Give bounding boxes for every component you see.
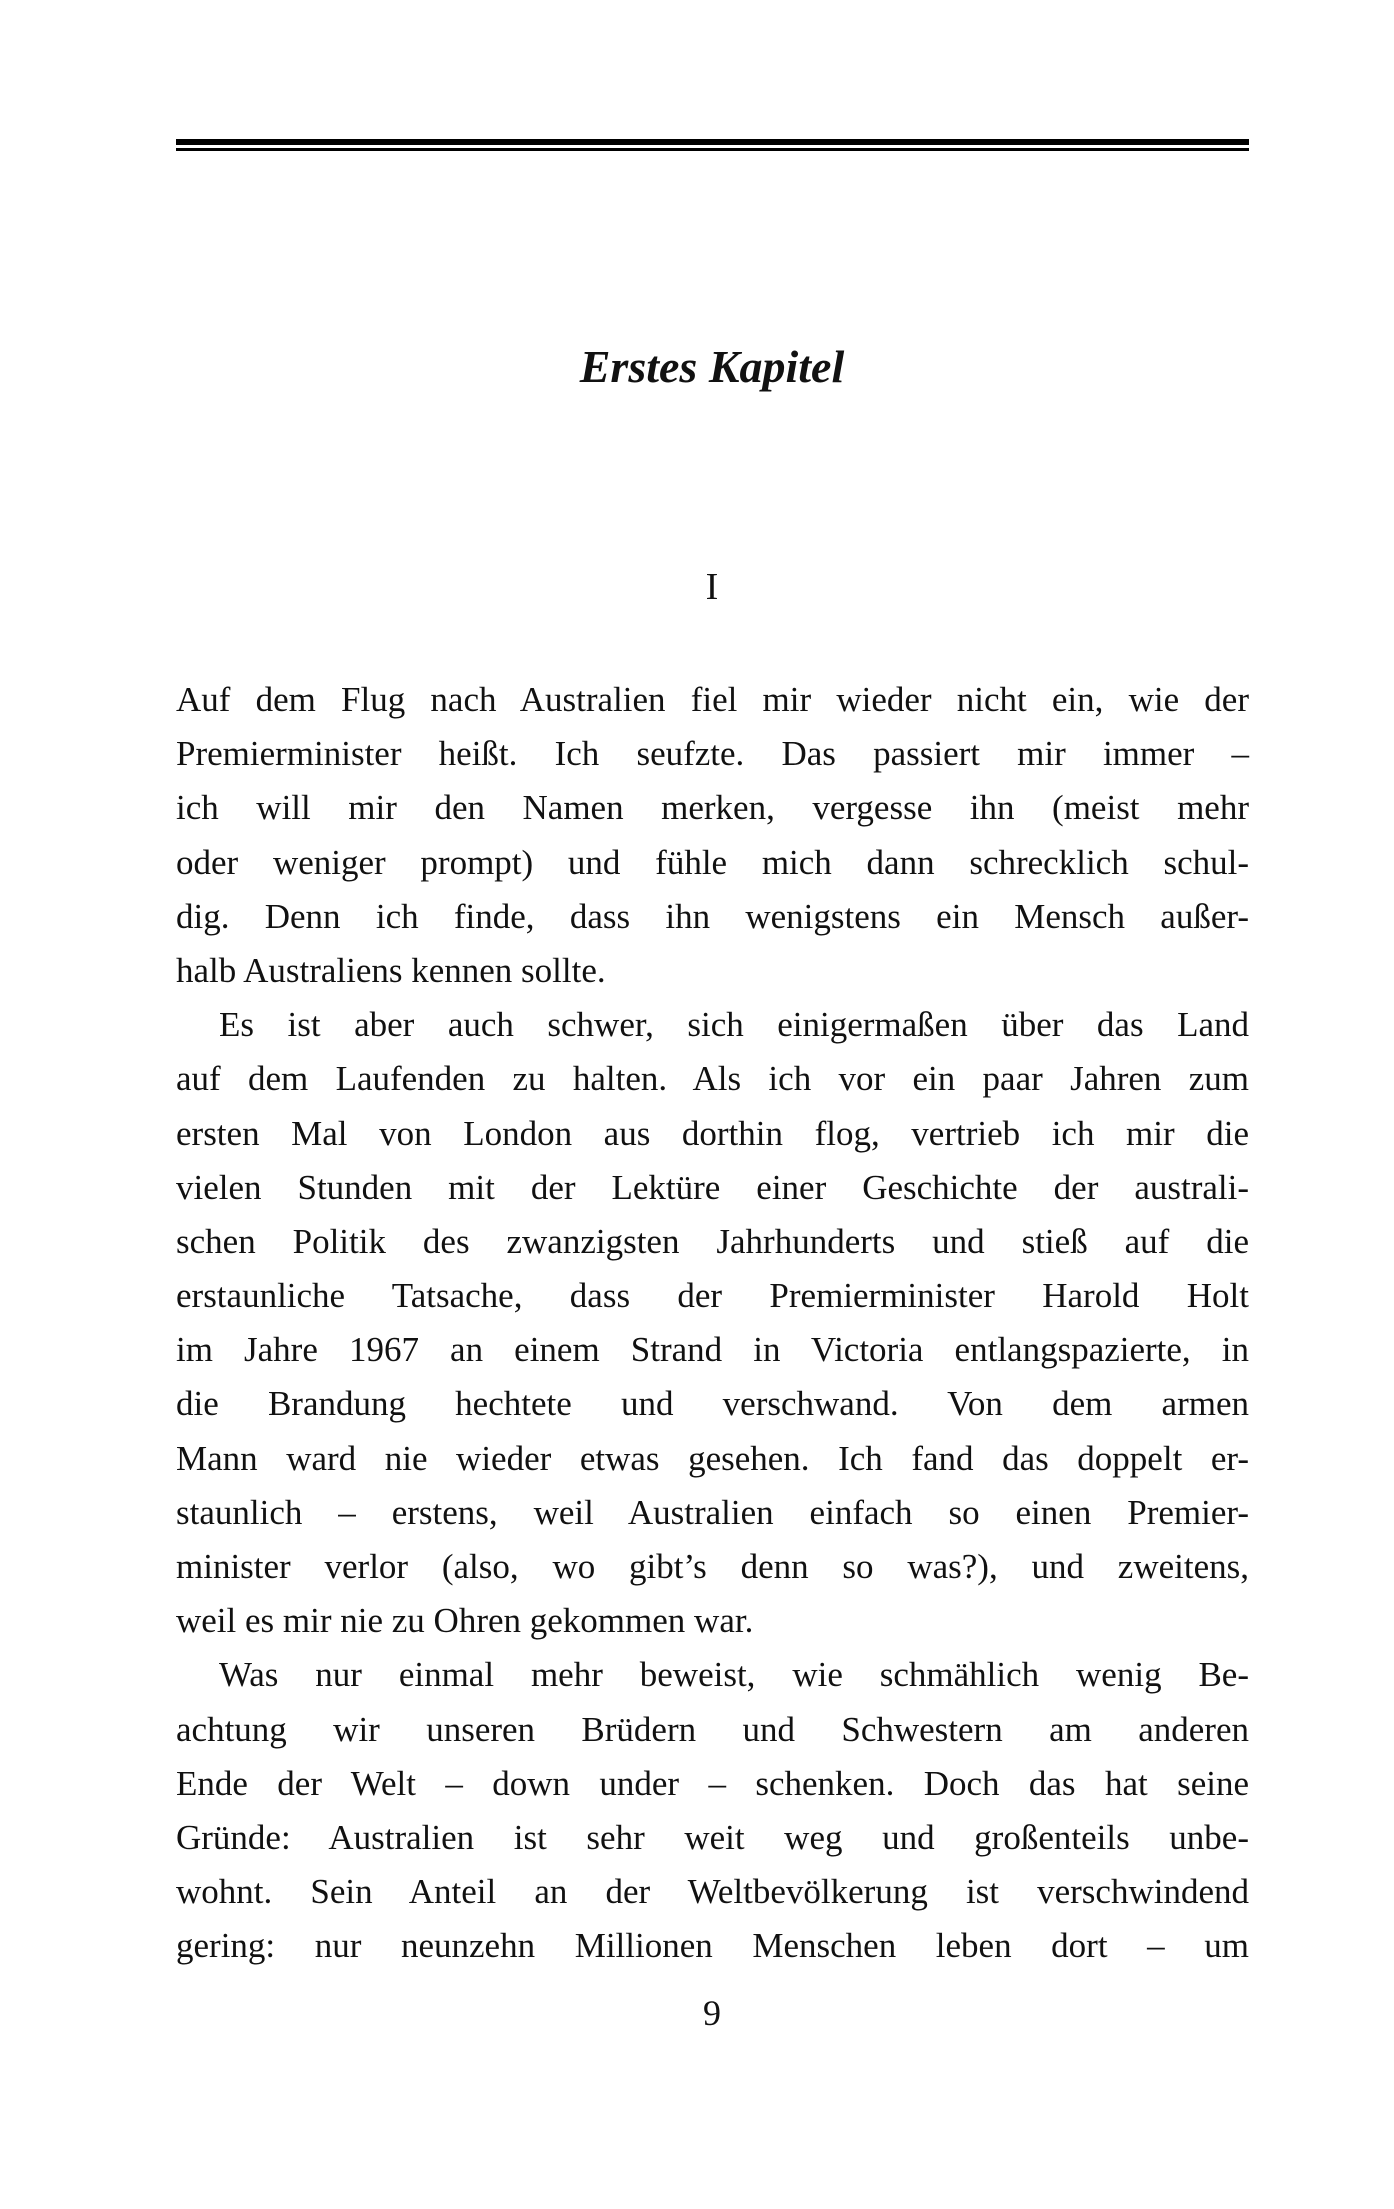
text-line: Was nur einmal mehr beweist, wie schmählich wenig Be- (219, 1655, 1249, 1695)
text-line: Premierminister heißt. Ich seufzte. Das passiert mir immer – (176, 734, 1249, 774)
text-line: Mann ward nie wieder etwas gesehen. Ich fand das doppelt er- (176, 1438, 1249, 1478)
header-rule-thick (176, 139, 1249, 145)
paragraph (176, 673, 1249, 998)
text-line: wohnt. Sein Anteil an der Weltbevölkerung ist verschwindend (176, 1872, 1249, 1912)
text-line: ersten Mal von London aus dorthin flog, vertrieb ich mir die (176, 1113, 1249, 1153)
text-line: Es ist aber auch schwer, sich einigermaßen über das Land (219, 1005, 1249, 1045)
text-line: minister verlor (also, wo gibt’s denn so was?), und zweitens, (176, 1547, 1249, 1586)
text-line: achtung wir unseren Brüdern und Schwestern am anderen (176, 1709, 1249, 1749)
body-text (176, 673, 1249, 1974)
text-line: halb Australiens kennen sollte. (176, 950, 606, 990)
text-line: Gründe: Australien ist sehr weit weg und großenteils unbe- (176, 1817, 1249, 1857)
text-line: erstaunliche Tatsache, dass der Premierminister Harold Holt (176, 1276, 1249, 1316)
chapter-title: Erstes Kapitel (579, 341, 845, 392)
text-line: die Brandung hechtete und verschwand. Von dem armen (176, 1384, 1249, 1424)
text-line: weil es mir nie zu Ohren gekommen war. (176, 1601, 754, 1641)
paragraph (176, 1648, 1249, 1973)
text-line: vielen Stunden mit der Lektüre einer Geschichte der australi- (176, 1167, 1249, 1207)
header-rule-thin (176, 148, 1249, 151)
text-line: Ende der Welt – down under – schenken. Doch das hat seine (176, 1763, 1249, 1803)
text-line: im Jahre 1967 an einem Strand in Victoria entlangspazierte, in (176, 1330, 1249, 1370)
text-line: gering: nur neunzehn Millionen Menschen leben dort – um (176, 1926, 1249, 1966)
text-line: staunlich – erstens, weil Australien einfach so einen Premier- (176, 1492, 1249, 1532)
text-line: schen Politik des zwanzigsten Jahrhunderts und stieß auf die (176, 1221, 1249, 1261)
page-number: 9 (703, 1993, 721, 2033)
section-number: I (705, 566, 719, 608)
paragraph (176, 998, 1249, 1648)
text-line: auf dem Laufenden zu halten. Als ich vor ein paar Jahren zum (176, 1059, 1249, 1099)
text-line: ich will mir den Namen merken, vergesse ihn (meist mehr (176, 788, 1249, 828)
text-line: oder weniger prompt) und fühle mich dann schrecklich schul- (176, 842, 1249, 882)
text-line: dig. Denn ich finde, dass ihn wenigstens ein Mensch außer- (176, 896, 1249, 936)
text-line: Auf dem Flug nach Australien fiel mir wieder nicht ein, wie der (176, 680, 1249, 719)
